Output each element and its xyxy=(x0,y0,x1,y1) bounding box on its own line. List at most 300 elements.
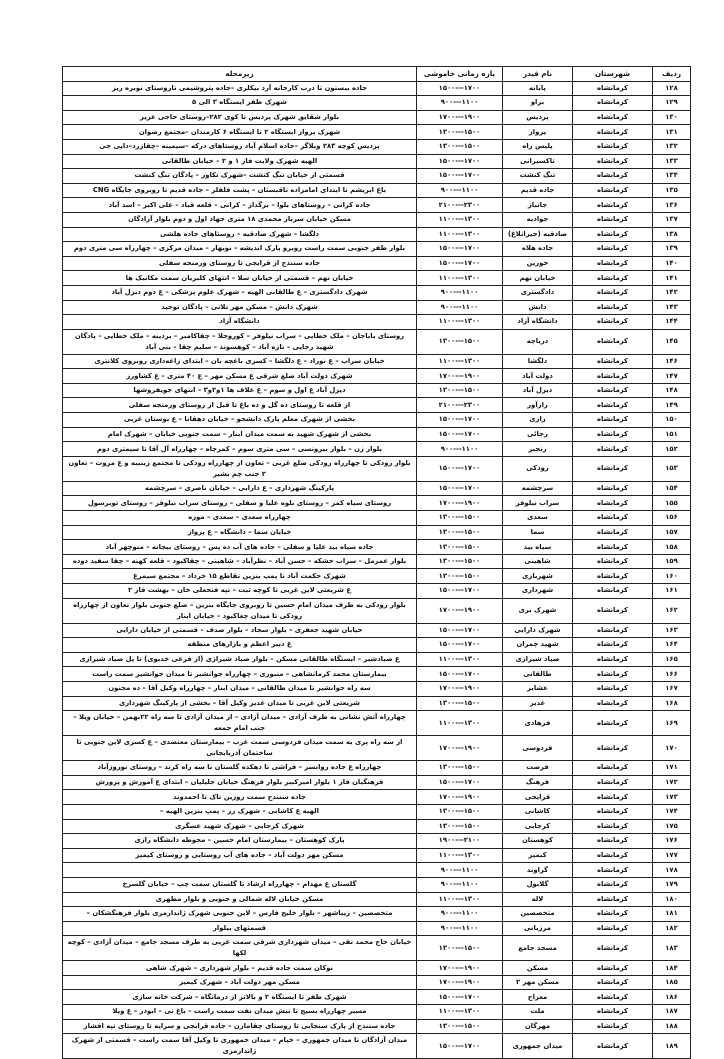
cell-time: ۹۰۰---۱۱۰۰ xyxy=(417,300,503,315)
table-row xyxy=(63,907,691,922)
cell-city: کرمانشاه xyxy=(573,427,653,442)
cell-index: ۱۶۹ xyxy=(653,711,691,736)
cell-index: ۱۵۹ xyxy=(653,554,691,569)
cell-city: کرمانشاه xyxy=(573,761,653,776)
table-row xyxy=(63,139,691,154)
table-row xyxy=(63,1019,691,1034)
cell-time: ۱۵۰۰---۱۷۰۰ xyxy=(417,990,503,1005)
cell-area: خیابان سما – دانشگاه – ع پرواز xyxy=(63,525,417,540)
cell-time: ۱۵۰۰---۱۷۰۰ xyxy=(417,413,503,428)
cell-area: جاده سیاه بید علیا و سفلی – جاده های آب ده پس – روستای بیجانه – منوچهر آباد xyxy=(63,540,417,555)
cell-feeder: شهرداری xyxy=(503,584,573,599)
cell-area: الهیه شهرک ولایت فاز ۱ و ۲ – خیابان طالقانی xyxy=(63,154,417,169)
cell-time: ۱۱۰۰---۱۳۰۰ xyxy=(417,315,503,330)
cell-area: میدان آزادگان تا میدان جمهوری – خیام – میدان جمهوری تا وکیل آقا سمت راست – قسمتی از شهرک ژاندارمری xyxy=(63,1034,417,1059)
table-row xyxy=(63,354,691,369)
table-row xyxy=(63,848,691,863)
cell-city: کرمانشاه xyxy=(573,496,653,511)
cell-city: کرمانشاه xyxy=(573,975,653,990)
cell-city: کرمانشاه xyxy=(573,481,653,496)
cell-city: کرمانشاه xyxy=(573,511,653,526)
cell-city: کرمانشاه xyxy=(573,442,653,457)
cell-index: ۱۷۱ xyxy=(653,761,691,776)
cell-time: ۱۱۰۰---۱۳۰۰ xyxy=(417,892,503,907)
cell-feeder: فردوسی xyxy=(503,736,573,761)
cell-feeder: دیزل آباد xyxy=(503,383,573,398)
cell-city: کرمانشاه xyxy=(573,169,653,184)
cell-area: شهرک حکمت آباد تا پمپ بنزین تقاطع ۱۵ خرداد – مجتمع سیمرغ xyxy=(63,569,417,584)
cell-time: ۹۰۰---۱۱۰۰ xyxy=(417,863,503,878)
cell-feeder: براو xyxy=(503,96,573,111)
cell-city: کرمانشاه xyxy=(573,354,653,369)
cell-feeder: جاده قدیم xyxy=(503,183,573,198)
cell-city: کرمانشاه xyxy=(573,139,653,154)
cell-index: ۱۸۰ xyxy=(653,892,691,907)
cell-index: ۱۴۶ xyxy=(653,354,691,369)
cell-feeder: مرزبانی xyxy=(503,921,573,936)
cell-index: ۱۶۶ xyxy=(653,667,691,682)
cell-index: ۱۷۶ xyxy=(653,834,691,849)
cell-city: کرمانشاه xyxy=(573,667,653,682)
cell-feeder: شاهینی xyxy=(503,554,573,569)
cell-area: دیزل آباد ع اول و سوم – ع علاف ها ۱و۲و۳ – انتهای جویفروشها xyxy=(63,383,417,398)
cell-index: ۱۷۸ xyxy=(653,863,691,878)
cell-area: روستای سیاه کمر – روستای بلوه علیا و سفلی – روستای سراب نیلوفر – روستای توبرسول xyxy=(63,496,417,511)
cell-index: ۱۸۵ xyxy=(653,975,691,990)
table-row xyxy=(63,329,691,354)
table-row xyxy=(63,242,691,257)
cell-feeder: رجائی xyxy=(503,427,573,442)
cell-time: ۱۱۰۰---۱۳۰۰ xyxy=(417,1005,503,1020)
table-row xyxy=(63,761,691,776)
header-index: ردیف xyxy=(653,67,691,82)
cell-index: ۱۵۲ xyxy=(653,442,691,457)
cell-city: کرمانشاه xyxy=(573,961,653,976)
cell-area: جاده سنندج از پارک سنجابی تا روستای چقامارن – جاده قرایجی و سرایه تا روستای تپه افشار xyxy=(63,1019,417,1034)
cell-index: ۱۶۵ xyxy=(653,652,691,667)
cell-city: کرمانشاه xyxy=(573,285,653,300)
cell-feeder: رازآور xyxy=(503,398,573,413)
cell-feeder: سراب نیلوفر xyxy=(503,496,573,511)
cell-feeder: جاده هلاه xyxy=(503,242,573,257)
cell-feeder: عشایر xyxy=(503,681,573,696)
cell-index: ۱۳۸ xyxy=(653,227,691,242)
cell-index: ۱۶۰ xyxy=(653,569,691,584)
cell-feeder: خورین xyxy=(503,256,573,271)
header-feeder: نام فیدر xyxy=(503,67,573,82)
cell-index: ۱۶۴ xyxy=(653,638,691,653)
cell-index: ۱۷۳ xyxy=(653,790,691,805)
cell-index: ۱۸۳ xyxy=(653,936,691,961)
cell-city: کرمانشاه xyxy=(573,125,653,140)
cell-index: ۱۳۹ xyxy=(653,242,691,257)
cell-time: ۱۱۰۰---۱۳۰۰ xyxy=(417,848,503,863)
table-row xyxy=(63,212,691,227)
cell-area: شهرک پرواز ایستگاه ۲ تا ایستگاه ۶ کارمندان –مجتمع رضوان xyxy=(63,125,417,140)
cell-area xyxy=(63,863,417,878)
cell-feeder: سیاه بید xyxy=(503,540,573,555)
cell-feeder: سما xyxy=(503,525,573,540)
cell-city: کرمانشاه xyxy=(573,775,653,790)
cell-city: کرمانشاه xyxy=(573,81,653,96)
outage-schedule-table xyxy=(62,66,691,1059)
cell-area: بیمارستان محمد کرمانشاهی – منبوری – چهارراه جوانشیر تا میدان جوانشیر سمت راست xyxy=(63,667,417,682)
cell-feeder: متخصصین xyxy=(503,907,573,922)
cell-area: جاده کرانی – روستاهای بلوا – برگداز – کرانی – قلعه قباد – علی اکبر – اسد آباد xyxy=(63,198,417,213)
cell-city: کرمانشاه xyxy=(573,329,653,354)
cell-index: ۱۷۰ xyxy=(653,736,691,761)
cell-area: پارکینگ شهرداری – ع دارایی – خیابان ناصری – سرچشمه xyxy=(63,481,417,496)
cell-index: ۱۵۷ xyxy=(653,525,691,540)
cell-feeder: مسکن xyxy=(503,961,573,976)
cell-feeder: پلیس راه xyxy=(503,139,573,154)
cell-area: خیابان شهید جعفری – بلوار سجاد – بلوار صدف – قسمتی از خیابان دارایی xyxy=(63,623,417,638)
cell-area: شهرک دادگستری – ع طالقانی الهیه – شهرک علوم پزشکی – ع دوم دیزل آباد xyxy=(63,285,417,300)
cell-index: ۱۷۹ xyxy=(653,877,691,892)
cell-index: ۱۳۶ xyxy=(653,198,691,213)
cell-index: ۱۷۵ xyxy=(653,819,691,834)
cell-time: ۱۱۰۰---۱۳۰۰ xyxy=(417,652,503,667)
cell-feeder: فرهادی xyxy=(503,711,573,736)
cell-time: ۱۳۰۰---۱۵۰۰ xyxy=(417,696,503,711)
cell-index: ۱۶۳ xyxy=(653,623,691,638)
cell-city: کرمانشاه xyxy=(573,598,653,623)
cell-feeder: صیاد شیرازی xyxy=(503,652,573,667)
cell-area: بخشی از شهرک شهید به سمت میدان ابنار – سمت جنوبی خیابان – شهرک امام xyxy=(63,427,417,442)
cell-index: ۱۸۲ xyxy=(653,921,691,936)
cell-city: کرمانشاه xyxy=(573,936,653,961)
cell-time: ۹۰۰---۱۱۰۰ xyxy=(417,907,503,922)
cell-time: ۱۳۰۰---۱۵۰۰ xyxy=(417,819,503,834)
cell-feeder: سرچشمه xyxy=(503,481,573,496)
cell-feeder: دادگستری xyxy=(503,285,573,300)
cell-city: کرمانشاه xyxy=(573,711,653,736)
cell-area: جاده بیستون تا درب کارخانه آرد بیکلری –جاده پتروشیمی تاروستای نوبره ریز xyxy=(63,81,417,96)
cell-index: ۱۵۸ xyxy=(653,540,691,555)
cell-time: ۱۳۰۰---۱۵۰۰ xyxy=(417,383,503,398)
cell-feeder: فرهنگ xyxy=(503,775,573,790)
cell-city: کرمانشاه xyxy=(573,1005,653,1020)
cell-time: ۹۰۰---۱۱۰۰ xyxy=(417,285,503,300)
cell-area: خیابان حاج محمد تقی – میدان شهرداری شرقی سمت غربی به طرف مسجد جامع – میدان آزادی – کوچه لکها xyxy=(63,936,417,961)
table-row xyxy=(63,681,691,696)
cell-time: ۱۷۰۰---۱۹۰۰ xyxy=(417,598,503,623)
cell-area: متخصصین – زیباشهر – بلوار خلیج فارس – لاین جنوبی شهرک ژاندارمری بلوار فرهنگشکان – xyxy=(63,907,417,922)
cell-time: ۱۷۰۰---۱۹۰۰ xyxy=(417,975,503,990)
cell-time: ۱۳۰۰---۱۵۰۰ xyxy=(417,569,503,584)
cell-area: روستای باباجان – ملک خطایی – سراب نیلوفر – کوروجلا – چقاکامبر – بردینه – ملک خطایی – پادگان شهید رجایی – تازه آباد – کوهسوند – سلیم چقا – بنی آباد xyxy=(63,329,417,354)
table-row xyxy=(63,790,691,805)
cell-time: ۱۵۰۰---۱۷۰۰ xyxy=(417,242,503,257)
cell-index: ۱۶۱ xyxy=(653,584,691,599)
cell-city: کرمانشاه xyxy=(573,819,653,834)
cell-area: فرهنگیان فاز ۱ بلوار امیرکبیر بلوار فرهنگ خیابان جلیلیان – ابتدای ع آموزش و پرورش xyxy=(63,775,417,790)
cell-time: ۱۵۰۰---۱۷۰۰ xyxy=(417,154,503,169)
table-body xyxy=(63,81,691,1059)
cell-index: ۱۸۹ xyxy=(653,1034,691,1059)
cell-city: کرمانشاه xyxy=(573,696,653,711)
cell-area: ع دبیر اعظم و بازارهای منطقه xyxy=(63,638,417,653)
cell-time: ۱۷۰۰---۱۹۰۰ xyxy=(417,681,503,696)
cell-city: کرمانشاه xyxy=(573,300,653,315)
cell-area: نوکان سمت جاده قدیم – بلوار شهرداری – شهرک شاهی xyxy=(63,961,417,976)
cell-feeder: کاشانی xyxy=(503,804,573,819)
cell-area: سه راه جوانشیر تا میدان طالقانی – میدان ابنار – چهارراه وکیل آقا – ده مجنون xyxy=(63,681,417,696)
cell-area: جاده سنندج از قرایجی تا روستای ورمنجه سفلی xyxy=(63,256,417,271)
cell-index: ۱۴۴ xyxy=(653,315,691,330)
cell-area: قسمتهای بیلوار xyxy=(63,921,417,936)
cell-feeder: کیمیز xyxy=(503,848,573,863)
cell-area: بلوار رودکی به طرف میدان امام حسین تا روبروی جایگاه بنزین – ضلع جنوبی بلوار تعاون از چهارراه رودکی تا میدان چغاکبود – خیابان ابنار xyxy=(63,598,417,623)
cell-feeder: ملت xyxy=(503,1005,573,1020)
cell-time: ۱۱۰۰---۱۳۰۰ xyxy=(417,711,503,736)
table-row xyxy=(63,511,691,526)
cell-city: کرمانشاه xyxy=(573,413,653,428)
table-row xyxy=(63,921,691,936)
cell-area: شهرک ظفر ایستگاه ۳ الی ۵ xyxy=(63,96,417,111)
cell-index: ۱۶۸ xyxy=(653,696,691,711)
table-row xyxy=(63,198,691,213)
cell-index: ۱۴۳ xyxy=(653,300,691,315)
cell-area: مسکن مهر دولت آباد – جاده های آب روستایی و روستای کیمیز xyxy=(63,848,417,863)
cell-feeder: پرواز xyxy=(503,125,573,140)
cell-city: کرمانشاه xyxy=(573,242,653,257)
cell-time: ۱۷۰۰---۱۹۰۰ xyxy=(417,369,503,384)
cell-time: ۱۷۰۰---۱۹۰۰ xyxy=(417,961,503,976)
cell-area: بلوار ظفر جنوبی سمت راست روبرو پارک اندیشه – نوبهار – میدان مرکزی – چهارراه سی متری دوم xyxy=(63,242,417,257)
cell-feeder: دولت آباد xyxy=(503,369,573,384)
cell-time: ۲۱۰۰---۲۳۰۰ xyxy=(417,198,503,213)
cell-index: ۱۴۸ xyxy=(653,383,691,398)
cell-feeder: خیابان نهم xyxy=(503,271,573,286)
cell-feeder: جوادیه xyxy=(503,212,573,227)
cell-area: ع صیادشیر – ایستگاه طالقانی مسکن – بلوار صیاد شیرازی (از فرعی خدیوی) تا پل صیاد شیرازی xyxy=(63,652,417,667)
table-row xyxy=(63,413,691,428)
cell-area: پردیس کوچه ۲۸۳ ویلاگر –جاده اسلام آباد روستاهای درکه –سیمینه –چقازرد–دایی جی xyxy=(63,139,417,154)
cell-feeder: مسجد جامع xyxy=(503,936,573,961)
cell-index: ۱۴۵ xyxy=(653,329,691,354)
cell-time: ۱۳۰۰---۱۵۰۰ xyxy=(417,540,503,555)
cell-city: کرمانشاه xyxy=(573,990,653,1005)
cell-time: ۹۰۰---۱۱۰۰ xyxy=(417,877,503,892)
cell-area: پارک کوهستان – بیمارستان امام حسین – محوطه دانشگاه رازی xyxy=(63,834,417,849)
cell-feeder: فرصت xyxy=(503,761,573,776)
table-row xyxy=(63,300,691,315)
cell-time: ۱۳۰۰---۱۵۰۰ xyxy=(417,761,503,776)
cell-time: ۱۵۰۰---۱۷۰۰ xyxy=(417,456,503,481)
cell-time: ۱۵۰۰---۱۷۰۰ xyxy=(417,623,503,638)
cell-area: گلستان ع مهدام – چهارراه ارشاد تا گلستان سمت چپ – خیابان گلسرخ xyxy=(63,877,417,892)
table-row xyxy=(63,96,691,111)
cell-time: ۱۷۰۰---۱۹۰۰ xyxy=(417,736,503,761)
cell-city: کرمانشاه xyxy=(573,227,653,242)
cell-city: کرمانشاه xyxy=(573,804,653,819)
cell-time: ۱۳۰۰---۱۵۰۰ xyxy=(417,554,503,569)
cell-area: شهرک کرجایی – شهرک شهید عسگری xyxy=(63,819,417,834)
cell-city: کرمانشاه xyxy=(573,892,653,907)
cell-time: ۱۹۰۰---۲۱۰۰ xyxy=(417,834,503,849)
table-row xyxy=(63,540,691,555)
table-row xyxy=(63,1034,691,1059)
cell-index: ۱۳۳ xyxy=(653,154,691,169)
cell-city: کرمانشاه xyxy=(573,569,653,584)
cell-city: کرمانشاه xyxy=(573,681,653,696)
table-row xyxy=(63,227,691,242)
cell-feeder: شهربازی xyxy=(503,569,573,584)
cell-area: خیابان نهم – قسمتی از خیابان سلا – انتهای کلبریان سمت مکانیک ها xyxy=(63,271,417,286)
cell-time: ۱۷۰۰---۱۹۰۰ xyxy=(417,110,503,125)
cell-area: شریعتی لاین غربی تا میدان غدیر وکیل آقا – بخشی از پارکینگ شهرداری xyxy=(63,696,417,711)
cell-city: کرمانشاه xyxy=(573,398,653,413)
cell-index: ۱۴۰ xyxy=(653,256,691,271)
cell-time: ۱۳۰۰---۱۵۰۰ xyxy=(417,511,503,526)
cell-city: کرمانشاه xyxy=(573,834,653,849)
cell-time: ۱۵۰۰---۱۷۰۰ xyxy=(417,584,503,599)
cell-feeder: طالقانی xyxy=(503,667,573,682)
cell-feeder: شهرک بری xyxy=(503,598,573,623)
table-row xyxy=(63,285,691,300)
cell-feeder: رازی xyxy=(503,413,573,428)
table-row xyxy=(63,696,691,711)
cell-time: ۱۳۰۰---۱۵۰۰ xyxy=(417,804,503,819)
cell-index: ۱۷۷ xyxy=(653,848,691,863)
cell-index: ۱۶۷ xyxy=(653,681,691,696)
cell-index: ۱۷۲ xyxy=(653,775,691,790)
cell-area: بلوار شقایق شهرک پردیس تا کوی ۲۸۲–روستای حاجی عزیز xyxy=(63,110,417,125)
cell-time: ۱۵۰۰---۱۷۰۰ xyxy=(417,169,503,184)
cell-area: الهیه ع کاشانی – شهرک رز – پمپ بنزین الهیه – xyxy=(63,804,417,819)
cell-city: کرمانشاه xyxy=(573,623,653,638)
cell-area: شهرک دانش – مسکن مهر تلانی – پادگان توحید xyxy=(63,300,417,315)
table-row xyxy=(63,711,691,736)
cell-index: ۱۶۲ xyxy=(653,598,691,623)
table-row xyxy=(63,369,691,384)
cell-time: ۹۰۰---۱۱۰۰ xyxy=(417,183,503,198)
cell-index: ۱۵۳ xyxy=(653,456,691,481)
cell-city: کرمانشاه xyxy=(573,96,653,111)
cell-time: ۹۰۰---۱۱۰۰ xyxy=(417,96,503,111)
table-row xyxy=(63,623,691,638)
cell-city: کرمانشاه xyxy=(573,456,653,481)
table-row xyxy=(63,569,691,584)
cell-index: ۱۵۱ xyxy=(653,427,691,442)
cell-city: کرمانشاه xyxy=(573,540,653,555)
cell-area: بلوار زن – بلوار بیرونسی – سی متری سوم – کمرچاه – چهارراه آل آقا تا سیمتری دوم xyxy=(63,442,417,457)
cell-feeder: دانش xyxy=(503,300,573,315)
table-row xyxy=(63,481,691,496)
cell-index: ۱۴۱ xyxy=(653,271,691,286)
cell-city: کرمانشاه xyxy=(573,525,653,540)
cell-index: ۱۸۷ xyxy=(653,1005,691,1020)
cell-city: کرمانشاه xyxy=(573,652,653,667)
table-row xyxy=(63,584,691,599)
cell-index: ۱۸۴ xyxy=(653,961,691,976)
table-row xyxy=(63,256,691,271)
cell-index: ۱۷۴ xyxy=(653,804,691,819)
cell-feeder: دانشگاه آزاد xyxy=(503,315,573,330)
table-row xyxy=(63,442,691,457)
table-row xyxy=(63,496,691,511)
cell-city: کرمانشاه xyxy=(573,183,653,198)
table-row xyxy=(63,1005,691,1020)
cell-feeder: مهرگان xyxy=(503,1019,573,1034)
table-row xyxy=(63,154,691,169)
cell-area: خیابان سراب – ع نوراد – ع دلگشا – کسری باغچه بان – ابتدای زاغه‌داری روبروی کلانتری xyxy=(63,354,417,369)
table-row xyxy=(63,398,691,413)
cell-feeder: پردیس xyxy=(503,110,573,125)
cell-feeder: رنجبر xyxy=(503,442,573,457)
cell-time: ۱۷۰۰---۱۹۰۰ xyxy=(417,496,503,511)
cell-time: ۹۰۰---۱۱۰۰ xyxy=(417,921,503,936)
cell-time: ۱۵۰۰---۱۷۰۰ xyxy=(417,1034,503,1059)
cell-area: مسکن خیابان سرباز محمدی ۱۸ متری جهاد اول و دوم بلوار آزادگان xyxy=(63,212,417,227)
cell-area: بلوار عمرمل – سراب خشکه – حسن آباد – نظرآباد – شاهینی – چقاکبود – قلعه کهنه – چقا سفید دوده xyxy=(63,554,417,569)
cell-index: ۱۵۶ xyxy=(653,511,691,526)
table-row xyxy=(63,315,691,330)
cell-index: ۱۸۸ xyxy=(653,1019,691,1034)
table-row xyxy=(63,169,691,184)
cell-index: ۱۳۰ xyxy=(653,110,691,125)
cell-area: از قلعه تا روستای ده گل و ده باغ تا قبل از روستای ورمنجه سفلی xyxy=(63,398,417,413)
cell-feeder: لاله xyxy=(503,892,573,907)
cell-feeder: میدان جمهوری xyxy=(503,1034,573,1059)
cell-city: کرمانشاه xyxy=(573,256,653,271)
cell-city: کرمانشاه xyxy=(573,848,653,863)
cell-city: کرمانشاه xyxy=(573,736,653,761)
cell-area: ع شریعتی لاین غربی تا کوچه ثبت – تپه فتحعلی خان – بهشت فاز ۲ xyxy=(63,584,417,599)
table-row xyxy=(63,598,691,623)
table-row xyxy=(63,877,691,892)
table-row xyxy=(63,271,691,286)
table-row xyxy=(63,667,691,682)
table-row xyxy=(63,834,691,849)
header-city: شهرستان xyxy=(573,67,653,82)
cell-city: کرمانشاه xyxy=(573,790,653,805)
cell-time: ۱۵۰۰---۱۷۰۰ xyxy=(417,256,503,271)
table-row xyxy=(63,892,691,907)
cell-area: دلگشا – شهرک صادقیه – روستاهای جاده هلشی xyxy=(63,227,417,242)
cell-city: کرمانشاه xyxy=(573,212,653,227)
cell-index: ۱۴۲ xyxy=(653,285,691,300)
cell-feeder: جانباز xyxy=(503,198,573,213)
table-row xyxy=(63,456,691,481)
table-row xyxy=(63,81,691,96)
cell-feeder: غدیر xyxy=(503,696,573,711)
table-row xyxy=(63,110,691,125)
cell-area: دانشگاه آزاد xyxy=(63,315,417,330)
cell-index: ۱۳۱ xyxy=(653,125,691,140)
cell-feeder: تاکسیرانی xyxy=(503,154,573,169)
cell-time: ۱۵۰۰---۱۷۰۰ xyxy=(417,667,503,682)
cell-city: کرمانشاه xyxy=(573,1034,653,1059)
cell-index: ۱۳۵ xyxy=(653,183,691,198)
cell-time: ۱۳۰۰---۱۵۰۰ xyxy=(417,1019,503,1034)
cell-time: ۱۵۰۰---۱۷۰۰ xyxy=(417,81,503,96)
cell-index: ۱۵۵ xyxy=(653,496,691,511)
cell-feeder: کوهستان xyxy=(503,834,573,849)
cell-time: ۱۷۰۰---۱۹۰۰ xyxy=(417,790,503,805)
cell-area: مسکن خیابان لاله شمالی و جنوبی و بلوار مطهری xyxy=(63,892,417,907)
cell-area: بلوار رودکی تا چهارراه رودکی ضلع غربی – تعاون از چهارراه رودکی تا مجتمع زینبیه و ع مروت – تعاون ۲ جنب چم بشیر xyxy=(63,456,417,481)
cell-feeder: معراج xyxy=(503,990,573,1005)
table-row xyxy=(63,819,691,834)
table-row xyxy=(63,975,691,990)
cell-city: کرمانشاه xyxy=(573,638,653,653)
table-row xyxy=(63,554,691,569)
cell-city: کرمانشاه xyxy=(573,198,653,213)
cell-city: کرمانشاه xyxy=(573,369,653,384)
cell-index: ۱۲۸ xyxy=(653,81,691,96)
